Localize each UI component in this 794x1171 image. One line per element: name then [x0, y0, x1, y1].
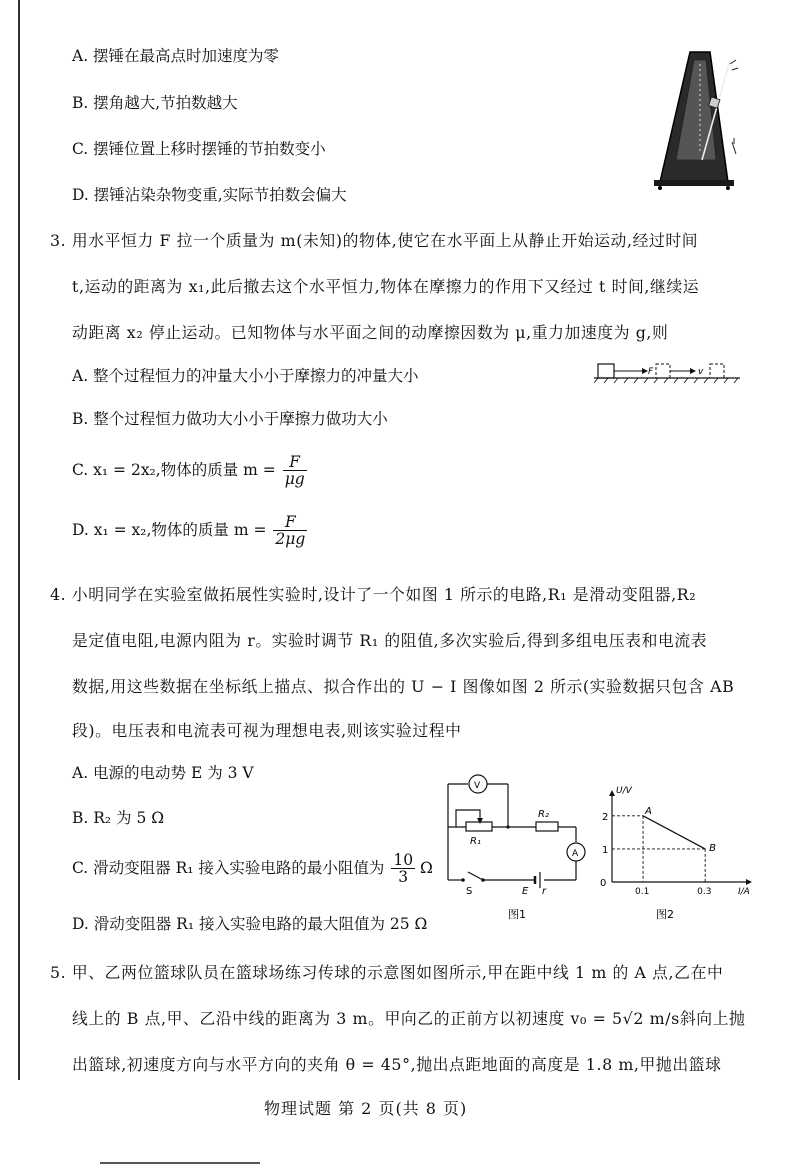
x-tick-label: 0.1 [635, 887, 650, 897]
q4-stem-line2: 是定值电阻,电源内阻为 r。实验时调节 R₁ 的阻值,多次实验后,得到多组电压表和电流表 [72, 631, 708, 650]
q4-option-c[interactable] [72, 852, 433, 886]
y-tick-label: 2 [602, 811, 609, 823]
q5-stem-line2: 线上的 B 点,甲、乙沿中线的距离为 3 m。甲向乙的正前方以初速度 v₀ = 5√2 m/s斜向上抛 [72, 1009, 746, 1028]
q2-option-a[interactable]: A. 摆锤在最高点时加速度为零 [72, 47, 280, 65]
ui-graph-figure-2 [596, 784, 766, 924]
binding-margin-line [18, 0, 20, 1080]
point-label-b: B [709, 842, 717, 854]
series-line-ab [643, 816, 705, 849]
page-footer: 物理试题 第 2 页(共 8 页) [264, 1099, 468, 1118]
q3-stem-line3: 动距离 x₂ 停止运动。已知物体与水平面之间的动摩擦因数为 μ,重力加速度为 g,则 [72, 323, 669, 342]
emf-label: E [522, 886, 529, 897]
q2-option-c[interactable]: C. 摆锤位置上移时摆锤的节拍数变小 [72, 140, 326, 158]
q3-stem-line1: 3. 用水平恒力 F 拉一个质量为 m(未知)的物体,使它在水平面上从静止开始运动,经过时间 [50, 231, 699, 250]
q3-option-c[interactable] [72, 454, 307, 488]
q4-option-b[interactable]: B. R₂ 为 5 Ω [72, 809, 165, 827]
fraction-numerator: F [273, 514, 307, 531]
figure-1-caption: 图1 [508, 908, 526, 921]
r2-label: R₂ [538, 809, 549, 820]
q3-option-d-fraction [273, 514, 307, 548]
q4-stem-line3: 数据,用这些数据在坐标纸上描点、拟合作出的 U − I 图像如图 2 所示(实验数据只包含 AB [72, 677, 735, 696]
fraction-numerator: F [283, 454, 307, 471]
internal-resistance-label: r [542, 886, 547, 897]
bottom-scan-artifact [100, 1162, 260, 1164]
q3-stem-line2: t,运动的距离为 x₁,此后撤去这个水平恒力,物体在摩擦力的作用下又经过 t 时间,继续运 [72, 277, 700, 296]
q2-option-b[interactable]: B. 摆角越大,节拍数越大 [72, 94, 238, 112]
q4-option-d[interactable]: D. 滑动变阻器 R₁ 接入实验电路的最大阻值为 25 Ω [72, 915, 428, 933]
q5-stem-line1: 5. 甲、乙两位篮球队员在篮球场练习传球的示意图如图所示,甲在距中线 1 m 的 A 点,乙在中 [50, 963, 724, 982]
q4-option-c-text: C. 滑动变阻器 R₁ 接入实验电路的最小阻值为 [72, 858, 385, 877]
fraction-denominator: 2μg [275, 530, 306, 549]
switch-label: S [466, 886, 473, 897]
ammeter-label: A [572, 849, 579, 859]
voltmeter-label: V [474, 781, 481, 791]
q3-option-c-text: C. x₁ = 2x₂,物体的质量 m = [72, 460, 276, 479]
y-axis-arrow [609, 790, 615, 796]
circuit-figure-1 [438, 772, 588, 922]
x-axis-label: I/A [738, 887, 750, 897]
q3-option-d-text: D. x₁ = x₂,物体的质量 m = [72, 520, 267, 539]
block-motion-figure [594, 356, 744, 386]
velocity-label-v: v [698, 367, 704, 377]
point-label-a: A [645, 805, 652, 817]
origin-label: 0 [600, 878, 607, 889]
q4-option-c-fraction [391, 852, 415, 886]
y-axis-label: U/V [616, 786, 632, 796]
y-tick-label: 1 [602, 844, 609, 856]
q5-stem-line3: 出篮球,初速度方向与水平方向的夹角 θ = 45°,抛出点距地面的高度是 1.8 m,甲抛出篮球 [72, 1055, 722, 1074]
force-label-f: F [648, 367, 654, 377]
figure-2-caption: 图2 [656, 908, 674, 921]
x-tick-label: 0.3 [697, 887, 712, 897]
q4-stem-line4: 段)。电压表和电流表可视为理想电表,则该实验过程中 [72, 721, 462, 740]
q2-option-d[interactable]: D. 摆锤沾染杂物变重,实际节拍数会偏大 [72, 186, 347, 204]
r1-label: R₁ [470, 836, 481, 847]
q3-option-a[interactable]: A. 整个过程恒力的冲量大小小于摩擦力的冲量大小 [72, 367, 419, 385]
fraction-denominator: μg [284, 470, 305, 489]
metronome-figure [650, 42, 750, 197]
q4-option-c-unit: Ω [420, 858, 433, 877]
fraction-numerator: 10 [393, 851, 414, 869]
x-axis-arrow [746, 879, 752, 885]
q3-option-c-fraction [283, 454, 307, 488]
q3-option-d[interactable] [72, 514, 307, 548]
q4-stem-line1: 4. 小明同学在实验室做拓展性实验时,设计了一个如图 1 所示的电路,R₁ 是滑动变阻器,R₂ [50, 585, 697, 604]
fraction-denominator: 3 [398, 868, 409, 887]
q4-option-a[interactable]: A. 电源的电动势 E 为 3 V [72, 764, 254, 782]
q3-option-b[interactable]: B. 整个过程恒力做功大小小于摩擦力做功大小 [72, 410, 388, 428]
